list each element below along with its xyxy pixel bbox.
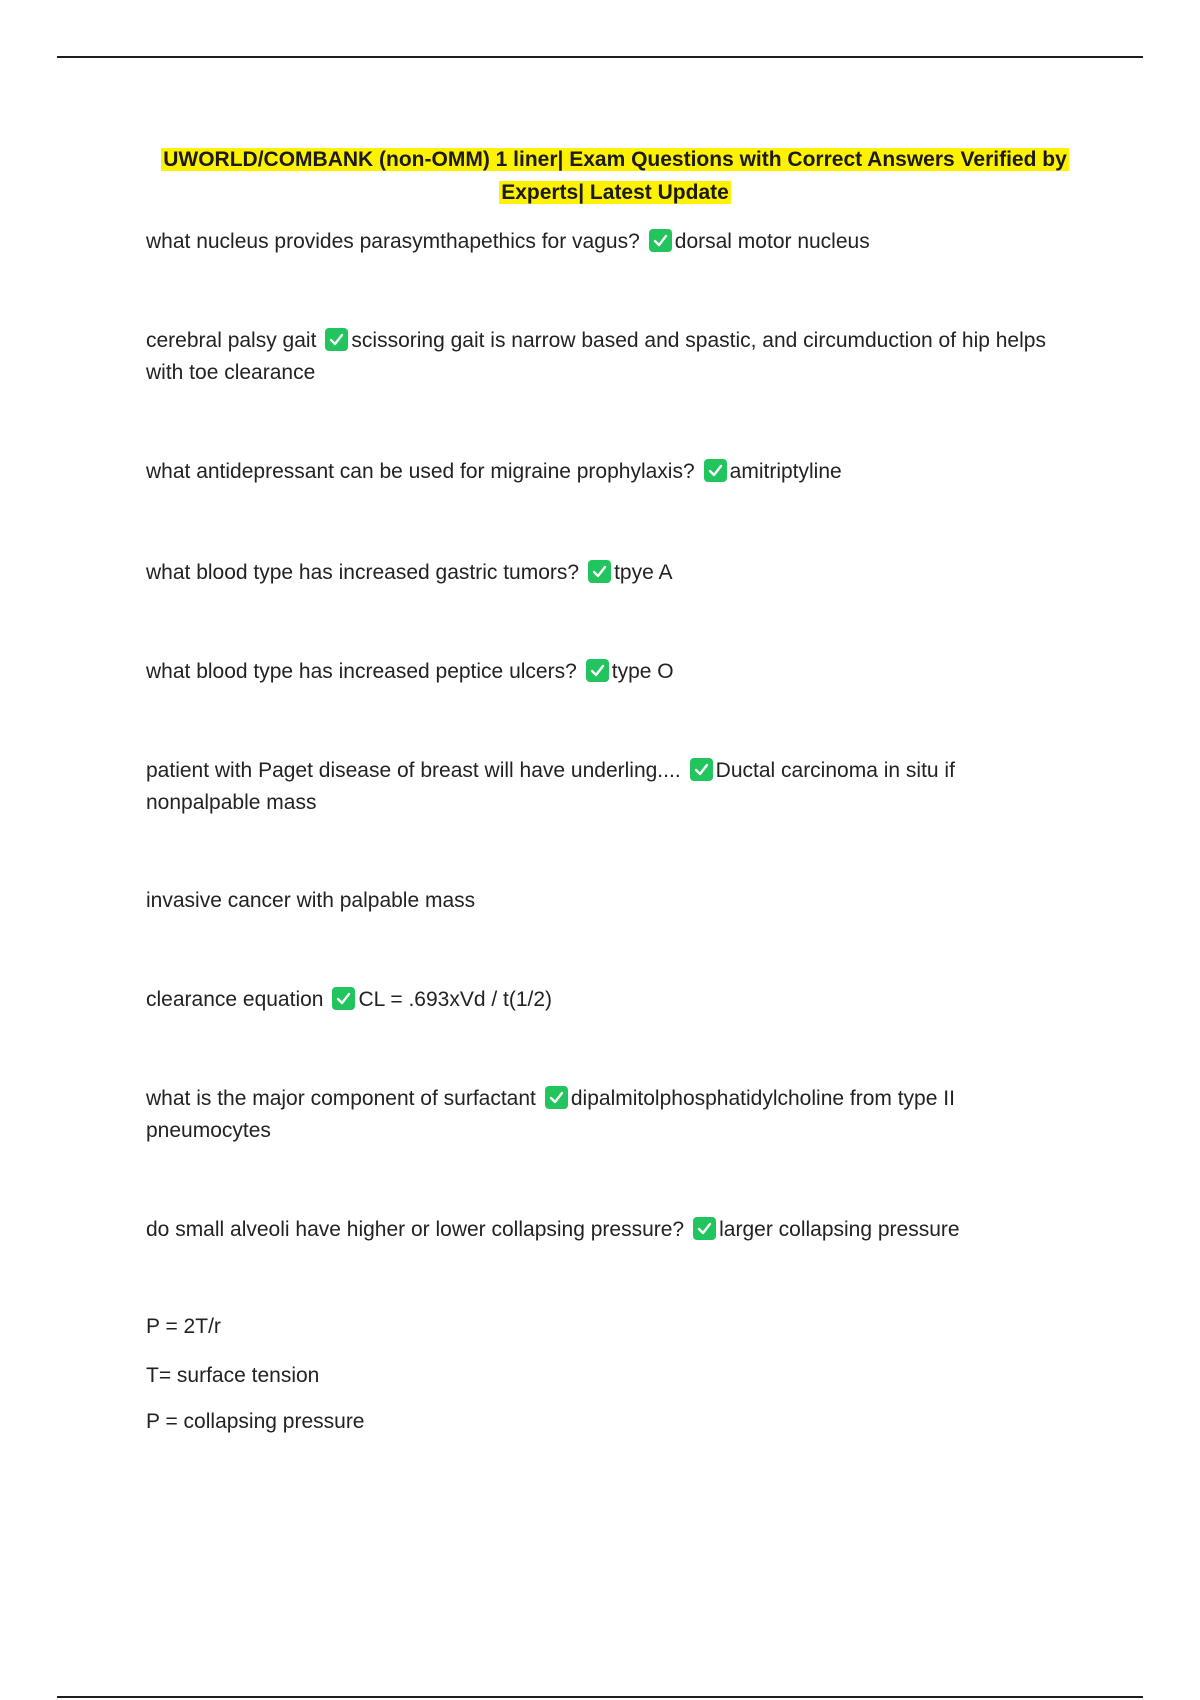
answer-text: Ductal carcinoma in situ if nonpalpable mass xyxy=(146,759,955,814)
qa-item xyxy=(146,1083,1046,1147)
question-text: do small alveoli have higher or lower collapsing pressure? xyxy=(146,1218,685,1241)
answer-text: type O xyxy=(611,660,674,683)
line-text: T= surface tension xyxy=(146,1364,320,1387)
check-mark-icon xyxy=(690,758,713,781)
line-text: invasive cancer with palpable mass xyxy=(146,889,476,912)
check-mark-icon xyxy=(325,328,348,351)
answer-text: scissoring gait is narrow based and spastic, and circumduction of hip helps with toe clearance xyxy=(146,329,1046,384)
question-text: patient with Paget disease of breast will have underling.... xyxy=(146,759,681,782)
question-text: what blood type has increased peptice ulcers? xyxy=(146,660,577,683)
answer-text: dorsal motor nucleus xyxy=(674,230,870,253)
question-text: what antidepressant can be used for migraine prophylaxis? xyxy=(146,460,695,483)
check-mark-icon xyxy=(704,459,727,482)
line-text: P = 2T/r xyxy=(146,1315,221,1338)
answer-text: dipalmitolphosphatidylcholine from type II pneumocytes xyxy=(146,1087,955,1142)
bottom-rule xyxy=(57,1696,1143,1698)
plain-line xyxy=(146,885,1046,917)
check-mark-icon xyxy=(588,560,611,583)
qa-item xyxy=(146,456,1046,488)
answer-text: tpye A xyxy=(614,561,673,584)
line-text: P = collapsing pressure xyxy=(146,1410,365,1433)
page-title xyxy=(150,143,1080,209)
qa-item xyxy=(146,226,1046,258)
title-highlight: UWORLD/COMBANK (non-OMM) 1 liner| Exam Questions with Correct Answers Verified by Experts| Latest Update xyxy=(163,148,1067,204)
answer-text: CL = .693xVd / t(1/2) xyxy=(358,988,553,1011)
top-rule xyxy=(57,56,1143,58)
answer-text: larger collapsing pressure xyxy=(719,1218,960,1241)
qa-item xyxy=(146,1214,1046,1246)
qa-item xyxy=(146,656,1046,688)
check-mark-icon xyxy=(586,659,609,682)
check-mark-icon xyxy=(332,987,355,1010)
qa-item xyxy=(146,557,1046,589)
plain-line xyxy=(146,1360,1046,1392)
question-text: what blood type has increased gastric tumors? xyxy=(146,561,580,584)
question-text: what is the major component of surfactant xyxy=(146,1087,536,1110)
question-text: cerebral palsy gait xyxy=(146,329,317,352)
plain-line xyxy=(146,1406,1046,1438)
check-mark-icon xyxy=(649,229,672,252)
question-text: clearance equation xyxy=(146,988,324,1011)
qa-item xyxy=(146,325,1046,389)
qa-item xyxy=(146,755,1046,819)
qa-item xyxy=(146,984,1046,1016)
answer-text: amitriptyline xyxy=(729,460,842,483)
plain-line xyxy=(146,1311,1046,1343)
question-text: what nucleus provides parasymthapethics for vagus? xyxy=(146,230,640,253)
check-mark-icon xyxy=(545,1086,568,1109)
check-mark-icon xyxy=(693,1217,716,1240)
